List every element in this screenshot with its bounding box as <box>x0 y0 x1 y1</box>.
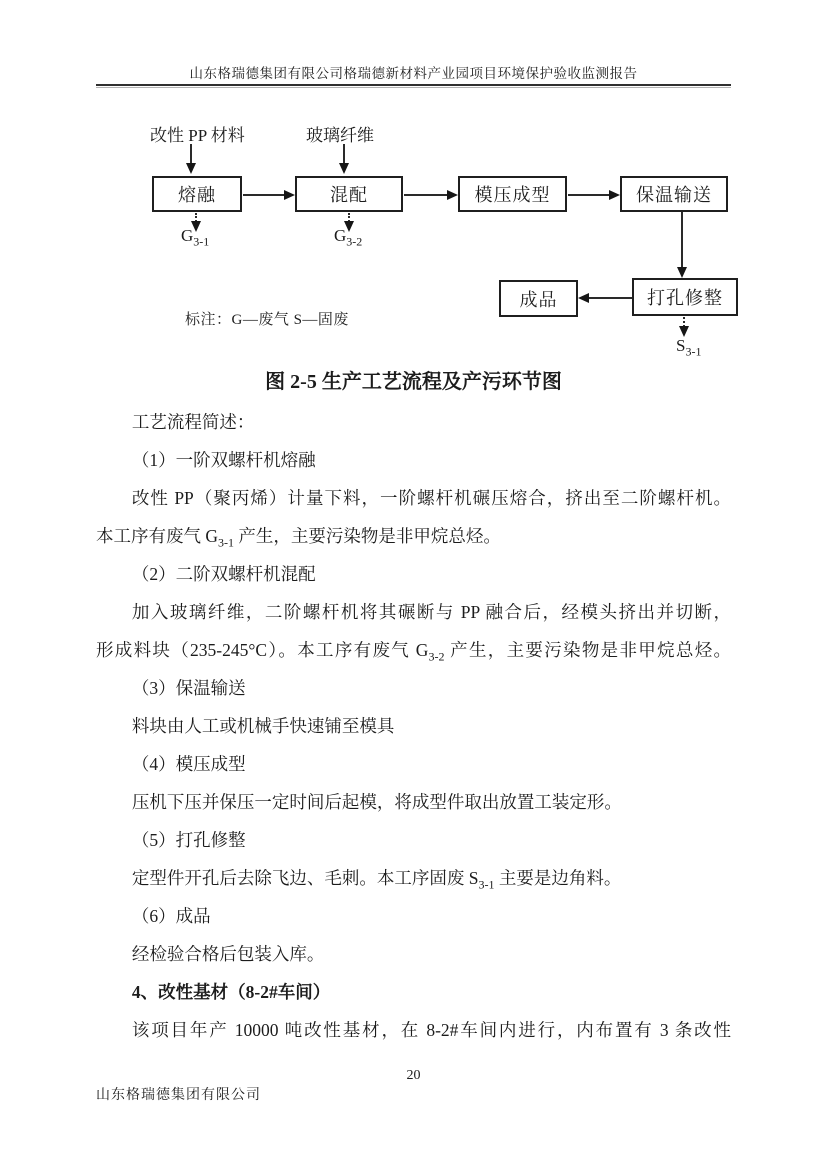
emission-label-g3-2 <box>334 226 363 249</box>
arrow-mold-transfer-head-icon <box>609 190 620 200</box>
body-line-step6-text: 经检验合格后包装入库。 <box>131 944 325 964</box>
process-box-mix: 混配 <box>295 176 403 212</box>
arrow-input-mix-line <box>343 144 345 163</box>
step1-text-post: 产生，主要污染物是非甲烷总烃。 <box>234 526 501 546</box>
figure-caption: 图 2-5 生产工艺流程及产污环节图 <box>265 371 562 393</box>
emission-g3-2-sub: 3-2 <box>346 234 363 249</box>
process-box-transfer: 保温输送 <box>620 176 728 212</box>
step5-text-pre: 定型件开孔后去除飞边、毛刺。本工序固废 S <box>131 868 479 888</box>
input-label-modified-pp: 改性 PP 材料 <box>150 126 245 145</box>
waste-s3-1-base: S <box>676 336 686 355</box>
arrow-transfer-drill-head-icon <box>677 267 687 278</box>
arrow-transfer-drill-line <box>681 212 683 267</box>
body-line-step6-title: （6）成品 <box>131 906 211 926</box>
body-line-step4-title: （4）模压成型 <box>131 754 246 774</box>
arrow-drill-product-head-icon <box>578 293 589 303</box>
body-line-intro: 工艺流程简述： <box>131 412 255 432</box>
arrow-drill-product-line <box>589 297 632 299</box>
arrow-input-melt-head-icon <box>186 163 196 174</box>
waste-s3-1-sub: 3-1 <box>685 344 702 359</box>
page-number: 20 <box>406 1068 421 1083</box>
header-divider <box>96 84 731 88</box>
input-label-glass-fiber: 玻璃纤维 <box>306 126 374 145</box>
diagram-legend-note: 标注：G—废气 S—固废 <box>185 312 349 328</box>
emission-g3-1-base: G <box>181 226 194 245</box>
body-line-step5-title: （5）打孔修整 <box>131 830 246 850</box>
body-line-step3-title: （3）保温输送 <box>131 678 246 698</box>
body-line-step1-text-1: 改性 PP（聚丙烯）计量下料，一阶螺杆机碾压熔合，挤出至二阶螺杆机。 <box>131 488 731 508</box>
step1-text-pre: 本工序有废气 G <box>96 526 219 546</box>
body-line-section4-text: 该项目年产 10000 吨改性基材，在 8-2#车间内进行，内布置有 3 条改性 <box>131 1020 731 1040</box>
process-box-product: 成品 <box>499 280 578 317</box>
footer-company: 山东格瑞德集团有限公司 <box>96 1088 261 1103</box>
step5-text-sub: 3-1 <box>478 877 495 892</box>
step2-text-post: 产生，主要污染物是非甲烷总烃。 <box>444 640 732 660</box>
body-line-step3-text: 料块由人工或机械手快速铺至模具 <box>131 716 395 736</box>
emission-label-g3-1 <box>181 226 210 249</box>
arrow-input-melt-line <box>190 144 192 163</box>
step1-text-sub: 3-1 <box>218 535 235 550</box>
body-line-step2-text-1: 加入玻璃纤维，二阶螺杆机将其碾断与 PP 融合后，经模头挤出并切断， <box>131 602 731 622</box>
body-line-section4-heading: 4、改性基材（8-2#车间） <box>131 982 331 1002</box>
body-line-step1-text-2 <box>96 517 731 555</box>
arrow-mold-transfer-line <box>568 194 609 196</box>
process-box-drill: 打孔修整 <box>632 278 738 316</box>
process-box-melt: 熔融 <box>152 176 242 212</box>
body-line-step1-title: （1）一阶双螺杆机熔融 <box>131 450 316 470</box>
emission-g3-1-sub: 3-1 <box>193 234 210 249</box>
body-line-step5-text <box>96 859 731 897</box>
body-line-step4-text: 压机下压并保压一定时间后起模，将成型件取出放置工装定形。 <box>131 792 622 812</box>
step2-text-pre: 形成料块（235-245°C）。本工序有废气 G <box>96 640 429 660</box>
arrow-input-mix-head-icon <box>339 163 349 174</box>
waste-label-s3-1 <box>676 336 702 359</box>
step2-text-sub: 3-2 <box>428 649 445 664</box>
arrow-mix-mold-line <box>404 194 447 196</box>
arrow-mix-mold-head-icon <box>447 190 458 200</box>
body-line-step2-title: （2）二阶双螺杆机混配 <box>131 564 316 584</box>
emission-g3-2-base: G <box>334 226 347 245</box>
body-text <box>96 403 731 1049</box>
process-box-mold: 模压成型 <box>458 176 567 212</box>
page-header-title: 山东格瑞德集团有限公司格瑞德新材料产业园项目环境保护验收监测报告 <box>189 66 638 81</box>
arrow-melt-mix-line <box>243 194 284 196</box>
body-line-step2-text-2 <box>96 631 731 669</box>
arrow-melt-mix-head-icon <box>284 190 295 200</box>
step5-text-post: 主要是边角料。 <box>494 868 622 888</box>
